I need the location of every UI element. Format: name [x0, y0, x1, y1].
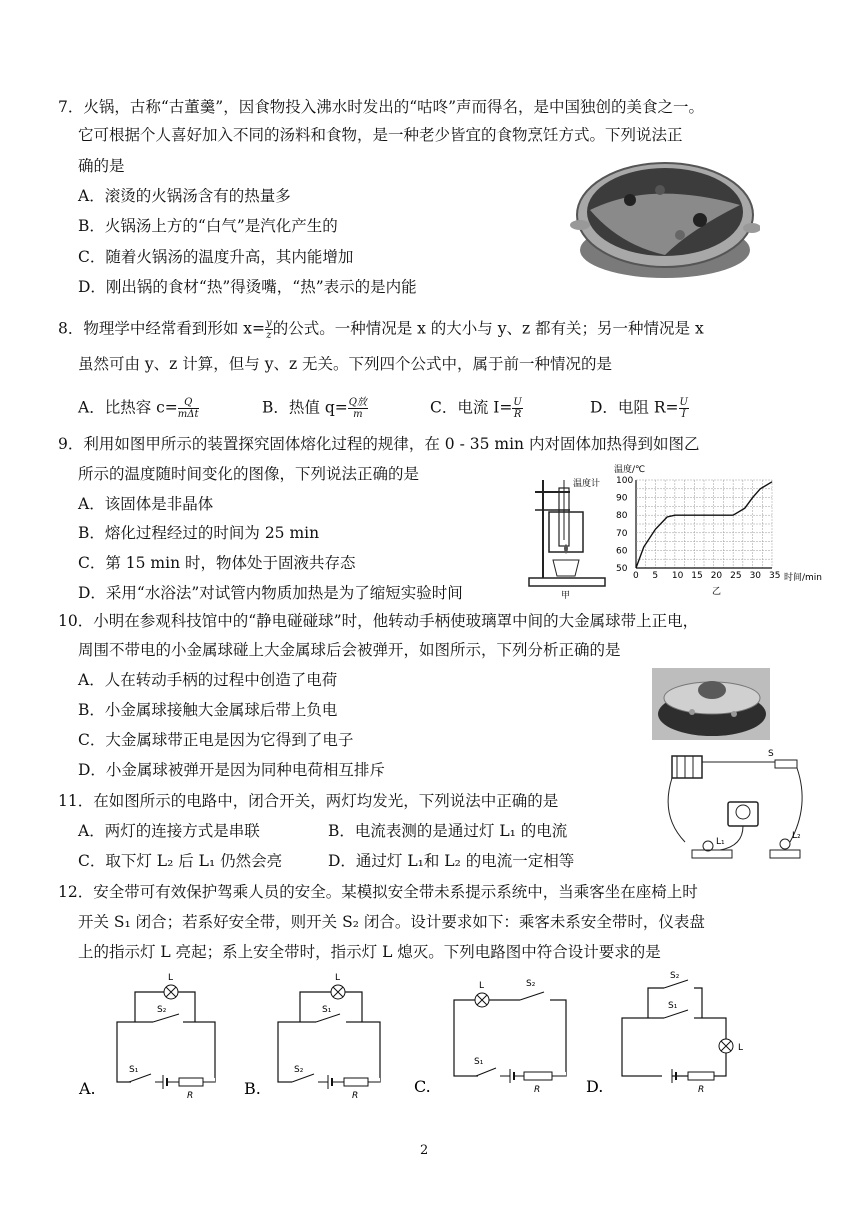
electrostatic-ball-photo [652, 668, 770, 740]
q8-option-d-frac [679, 397, 689, 420]
q11-circuit-figure [660, 746, 812, 870]
q8-option-b [262, 397, 368, 420]
q7-line1: 7．火锅，古称“古董羹”，因食物投入沸水时发出的“咕咚”声而得名，是中国独创的美食之一。 [58, 98, 705, 116]
q8-option-b-frac [348, 397, 368, 420]
q11-lamp1-label: L₁ [716, 837, 725, 847]
q8-line1-end: 的公式。一种情况是 x 的大小与 y、z 都有关；另一种情况是 x [272, 319, 704, 338]
q8-option-d-num: U [679, 397, 688, 408]
q10-option-c: C．大金属球带正电是因为它得到了电子 [78, 731, 354, 749]
circuit-b-lamp-label: L [335, 973, 341, 983]
circuit-a-s1-label: S₁ [129, 1065, 139, 1075]
q9-option-d: D．采用“水浴法”对试管内物质加热是为了缩短实验时间 [78, 584, 463, 602]
q12-line1: 12．安全带可有效保护驾乘人员的安全。某模拟安全带未系提示系统中，当乘客坐在座椅上时 [58, 883, 698, 901]
q10-line2: 周围不带电的小金属球碰上大金属球后会被弹开，如图所示，下列分析正确的是 [78, 641, 621, 659]
q8-line1-start: 8．物理学中经常看到形如 x= [58, 319, 266, 338]
q11-option-d: D．通过灯 L₁和 L₂ 的电流一定相等 [328, 852, 575, 870]
q7-option-a: A．滚烫的火锅汤含有的热量多 [78, 187, 291, 205]
q8-option-c-num: U [513, 397, 522, 408]
chart-x-tick: 0 [633, 571, 639, 581]
q7-line2: 它可根据个人喜好加入不同的汤料和食物，是一种老少皆宜的食物烹饪方式。下列说法正 [78, 126, 683, 144]
chart-x-tick: 5 [652, 571, 659, 581]
q8-option-d [590, 397, 689, 420]
q7-line3: 确的是 [78, 157, 125, 175]
circuit-c-letter: C. [414, 1077, 431, 1096]
circuit-a-letter: A. [79, 1079, 96, 1098]
chart-y-tick: 80 [616, 511, 628, 522]
circuit-d-letter: D. [586, 1077, 604, 1096]
chart-y-tick: 50 [616, 564, 628, 574]
q8-frac-den: z [266, 330, 272, 341]
circuit-b-letter: B. [244, 1079, 261, 1098]
q8-option-b-label: B．热值 q= [262, 398, 348, 417]
chart-y-tick: 90 [616, 493, 628, 504]
circuit-a [75, 968, 225, 1098]
q8-option-a [78, 397, 199, 420]
q8-line1 [58, 318, 704, 341]
q8-option-c [430, 397, 523, 420]
chart-y-tick: 100 [616, 476, 634, 486]
chart-grid [636, 480, 772, 568]
q8-fraction [265, 318, 273, 341]
q7-option-b: B．火锅汤上方的“白气”是汽化产生的 [78, 217, 338, 235]
circuit-d-s1-label: S₁ [668, 1001, 678, 1011]
q12-line3: 上的指示灯 L 亮起；系上安全带时，指示灯 L 熄灭。下列电路图中符合设计要求的是 [78, 943, 661, 961]
circuit-a-s2-label: S₂ [157, 1005, 167, 1015]
q10-option-b: B．小金属球接触大金属球后带上负电 [78, 701, 338, 719]
q7-option-c: C．随着火锅汤的温度升高，其内能增加 [78, 248, 354, 266]
circuit-d [584, 968, 759, 1098]
circuit-c-s1-label: S₁ [474, 1057, 484, 1067]
chart-y-tick: 60 [616, 546, 628, 557]
q8-option-a-frac [178, 397, 199, 420]
chart-x-label: 时间/min [784, 573, 822, 583]
q11-lamp2-label: L₂ [792, 831, 801, 841]
temperature-time-chart [612, 462, 822, 598]
figure-yi-caption: 乙 [712, 587, 722, 597]
q11-option-b: B．电流表测的是通过灯 L₁ 的电流 [328, 822, 568, 840]
chart-x-tick: 35 [769, 571, 781, 581]
chart-ticks [616, 476, 780, 581]
q8-option-c-label: C．电流 I= [430, 398, 513, 417]
q11-option-a: A．两灯的连接方式是串联 [78, 822, 260, 840]
circuit-d-r-label: R [698, 1085, 705, 1095]
q8-option-d-den: I [681, 409, 686, 420]
chart-y-tick: 70 [616, 528, 628, 539]
q10-line1: 10．小明在参观科技馆中的“静电碰碰球”时，他转动手柄使玻璃罩中间的大金属球带上正电， [58, 612, 699, 630]
q8-option-c-den: R [513, 409, 522, 420]
q9-line1: 9．利用如图甲所示的装置探究固体熔化过程的规律，在 0 - 35 min 内对固体加热得到如图乙 [58, 435, 700, 453]
q8-line2: 虽然可由 y、z 计算，但与 y、z 无关。下列四个公式中，属于前一种情况的是 [78, 355, 613, 373]
q8-option-a-num: Q [178, 397, 199, 409]
q8-option-c-frac [512, 397, 522, 420]
q8-option-a-den: mΔt [177, 409, 199, 420]
q8-option-b-den: m [353, 409, 363, 420]
circuit-c-s2-label: S₂ [526, 979, 536, 989]
q8-option-a-label: A．比热容 c= [78, 398, 178, 417]
chart-y-label: 温度/℃ [614, 465, 646, 475]
chart-x-tick: 15 [691, 571, 703, 581]
q8-frac-num: y [266, 318, 272, 329]
circuit-b [240, 968, 390, 1098]
q11-switch-label: S [768, 749, 774, 759]
circuit-c [412, 968, 577, 1098]
circuit-a-lamp-label: L [168, 973, 174, 983]
chart-x-tick: 25 [730, 571, 742, 581]
q9-option-b: B．熔化过程经过的时间为 25 min [78, 524, 320, 542]
q7-option-d: D．刚出锅的食材“热”得烫嘴，“热”表示的是内能 [78, 278, 417, 296]
chart-x-tick: 30 [749, 571, 762, 581]
q10-option-a: A．人在转动手柄的过程中创造了电荷 [78, 671, 338, 689]
chart-x-tick: 20 [710, 571, 723, 581]
melting-apparatus [525, 470, 610, 600]
circuit-c-lamp-label: L [479, 981, 485, 991]
q10-option-d: D．小金属球被弹开是因为同种电荷相互排斥 [78, 761, 385, 779]
q8-option-d-label: D．电阻 R= [590, 398, 679, 417]
circuit-b-s2-label: S₂ [294, 1065, 304, 1075]
q12-line2: 开关 S₁ 闭合；若系好安全带，则开关 S₂ 闭合。设计要求如下：乘客未系安全带时，仪表盘 [78, 913, 705, 931]
q9-line2: 所示的温度随时间变化的图像，下列说法正确的是 [78, 465, 420, 483]
chart-x-tick: 10 [671, 571, 684, 581]
q9-option-a: A．该固体是非晶体 [78, 495, 214, 513]
page-number: 2 [420, 1143, 429, 1158]
figure-jia-caption: 甲 [561, 591, 571, 600]
hotpot-photo [570, 150, 760, 285]
circuit-d-lamp-label: L [738, 1043, 744, 1053]
q8-option-b-num: Q放 [348, 397, 367, 408]
q11-line1: 11．在如图所示的电路中，闭合开关，两灯均发光，下列说法中正确的是 [58, 792, 559, 810]
thermometer-label: 温度计 [573, 479, 601, 489]
circuit-d-s2-label: S₂ [670, 971, 680, 981]
q11-option-c: C．取下灯 L₂ 后 L₁ 仍然会亮 [78, 852, 283, 870]
q9-option-c: C．第 15 min 时，物体处于固液共存态 [78, 554, 356, 572]
circuit-b-s1-label: S₁ [322, 1005, 332, 1015]
circuit-b-r-label: R [352, 1091, 359, 1098]
circuit-a-r-label: R [187, 1091, 194, 1098]
circuit-c-r-label: R [534, 1085, 541, 1095]
